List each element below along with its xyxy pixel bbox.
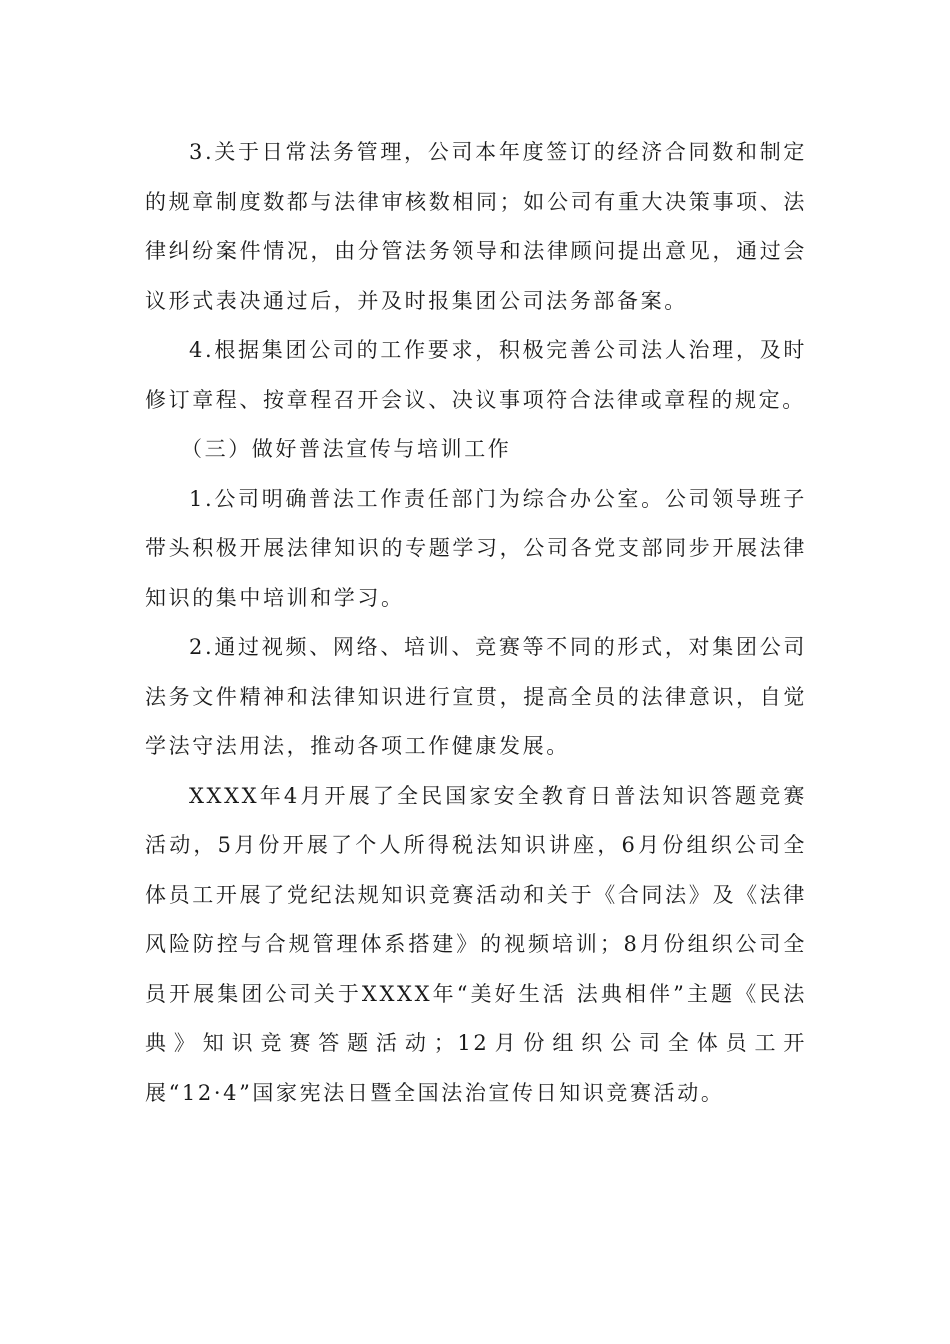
- paragraph-daily-legal-management: 3.关于日常法务管理，公司本年度签订的经济合同数和制定的规章制度数都与法律审核数相同；如公司有重大决策事项、法律纠纷案件情况，由分管法务领导和法律顾问提出意见，通过会议形式表决通过后，并及时报集团公司法务部备案。: [145, 140, 807, 313]
- paragraph-annual-activities: XXXX年4月开展了全民国家安全教育日普法知识答题竞赛活动，5月份开展了个人所得税法知识讲座，6月份组织公司全体员工开展了党纪法规知识竞赛活动和关于《合同法》及《法律风险防控与合规管理体系搭建》的视频培训；8月份组织公司全员开展集团公司关于XXXX年“美好生活 法典相伴”主题《民法典》知识竞赛答题活动；12月份组织公司全体员工开展“12·4”国家宪法日暨全国法治宣传日知识竞赛活动。: [145, 783, 807, 1105]
- document-body: [145, 128, 807, 1118]
- paragraph-responsible-department: 1.公司明确普法工作责任部门为综合办公室。公司领导班子带头积极开展法律知识的专题学习，公司各党支部同步开展法律知识的集中培训和学习。: [145, 486, 807, 610]
- section-heading-legal-publicity: （三）做好普法宣传与培训工作: [181, 437, 512, 461]
- paragraph-publicity-forms: 2.通过视频、网络、培训、竞赛等不同的形式，对集团公司法务文件精神和法律知识进行宣贯，提高全员的法律意识，自觉学法守法用法，推动各项工作健康发展。: [145, 635, 807, 758]
- paragraph-corporate-governance: 4.根据集团公司的工作要求，积极完善公司法人治理，及时修订章程、按章程召开会议、决议事项符合法律或章程的规定。: [145, 338, 807, 412]
